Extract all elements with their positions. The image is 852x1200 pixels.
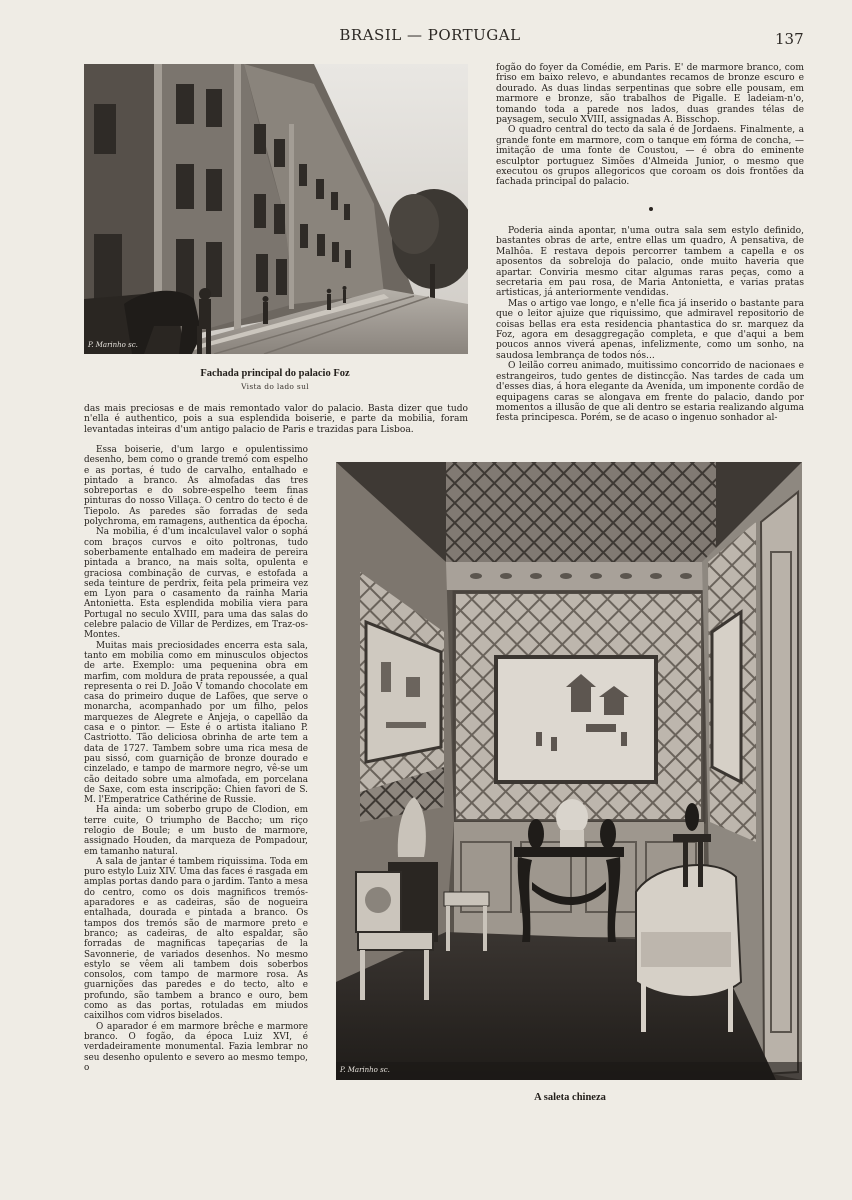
- paragraph: Ha ainda: um soberbo grupo de Clodion, em terre cuite, O triumpho de Baccho; um riço relogio de Boule; e um busto de marmore, assignado Houden, da marqueza de Pompadour, em tamanho natural.: [84, 805, 308, 857]
- facade-photo-credit: P. Marinho sc.: [88, 341, 138, 349]
- text-column-left-continuation: [84, 404, 468, 435]
- text-column-right-top: [496, 63, 804, 188]
- paragraph: das mais preciosas e de mais remontado valor do palacio. Basta dizer que tudo n'ella é authentico, pois a sua esplendida boiserie, e parte da mobilia, foram levantadas inteiras d'um antigo palacio de Paris e trazidas para Lisboa.: [84, 404, 468, 435]
- saleta-photo-credit: P. Marinho sc.: [340, 1066, 390, 1074]
- paragraph: Poderia ainda apontar, n'uma outra sala sem estylo definido, bastantes obras de arte, entre ellas um quadro, A pensativa, de Malhôa. E restava depois percorrer tambem a capella e os aposentos da sobreloja do palacio, onde muito haveria que apartar. Conviria mesmo citar algumas raras peças, como a secretaria em pau rosa, de Maria Antonietta, e varias pratas artisticas, já anteriormente vendidas.: [496, 226, 804, 299]
- paragraph: Na mobilia, é d'um incalculavel valor o sophá com braços curvos e oito poltronas, tudo soberbamente entalhado em madeira de pereira pintada a branco, na mais solta, opulenta e graciosa combinação de curvas, e estofada a seda teinture de perdrix, feita pela primeira vez em Lyon para o casamento da rainha Maria Antonietta. Esta esplendida mobilia viera para Portugal no seculo XVIII, para uma das salas do celebre palacio de Villar de Perdizes, em Traz-os-Montes.: [84, 527, 308, 641]
- paragraph: O quadro central do tecto da sala é de Jordaens. Finalmente, a grande fonte em marmore, com o tanque em fórma de concha, — imitação de uma fonte de Coustou, — é obra do eminente esculptor portuguez Simões d'Almeida Junior, o mesmo que executou os grupos allegoricos que coroam os dois frontões da fachada principal do palacio.: [496, 125, 804, 188]
- running-title: BRASIL — PORTUGAL: [339, 26, 521, 44]
- text-column-right-mid: [496, 226, 804, 424]
- paragraph: Essa boiserie, d'um largo e opulentissimo desenho, bem como o grande tremó com espelho e as portas, é tudo de carvalho, entalhado e pintado a branco. As almofadas das tres sobreportas e do sobre-espelho teem finas pinturas do nosso Villaça. O centro do tecto é de Tiepolo. As paredes são forradas de seda polychroma, em ramagens, authentica da épocha.: [84, 445, 308, 528]
- saleta-chineza-photo: [336, 462, 802, 1080]
- saleta-caption-title: A saleta chineza: [534, 1092, 606, 1103]
- paragraph: A sala de jantar é tambem riquissima. Toda em puro estylo Luiz XIV. Uma das faces é rasgada em amplas portas dando para o jardim. Tanto a mesa do centro, como os dois magnificos tremós-aparadores e as cadeiras, são de nogueira entalhada, dourada e pintada a branco. Os tampos dos tremós são de marmore preto e branco; as cadeiras, de alto espaldar, são forradas de magnificas tapeçarias de la Savonnerie, de variados desenhos. No mesmo estylo se vêem ali tambem dois soberbos consolos, com tampo de marmore rosa. As guarnições das paredes e do tecto, alto e profundo, são tambem a branco e ouro, bem como as das portas, rotuladas em miudos caixilhos com vidros biselados.: [84, 856, 308, 1022]
- page-number: 137: [775, 30, 804, 48]
- facade-caption-title: Fachada principal do palacio Foz: [200, 368, 350, 379]
- text-column-left-narrow: [84, 445, 308, 1073]
- facade-caption-subtitle: Vista do lado sul: [241, 382, 309, 391]
- facade-photo: [84, 64, 468, 354]
- paragraph: Mas o artigo vae longo, e n'elle fica já inserido o bastante para que o leitor ajuize que riquissimo, que admiravel repositorio de coisas bellas era esta residencia phantastica do sr. marquez da Foz, agora em desaggregação completa, e que d'aqui a bem poucos annos viverá apenas, infelizmente, como um sonho, na saudosa lembrança de todos nós...: [496, 298, 804, 361]
- paragraph: O aparador é em marmore brêche e marmore branco. O fogão, da época Luiz XVI, é verdadeiramente monumental. Fazia lembrar no seu desenho opulento e severo ao mesmo tempo, o: [84, 1021, 308, 1073]
- section-separator-dot: [649, 207, 653, 211]
- paragraph: Muitas mais preciosidades encerra esta sala, tanto em mobilia como em minusculos objectos de arte. Exemplo: uma pequenina obra em marfim, com moldura de prata repoussée, a qual representa o rei D. João V tomando chocolate em casa do primeiro duque de Lafões, que serve o monarcha, acompanhado por um filho, pelos marquezes de Alegrete e Anjeja, o capellão da casa e o pintor. — Este é o artista italiano P. Castriotto. Tão deliciosa obrinha de arte tem a data de 1727. Tambem sobre uma rica mesa de pau sissó, com guarnição de bronze dourado e cinzelado, e tampo de marmore negro, vê-se um cão deitado sobre uma almofada, em porcelana de Saxe, com esta inscripção: Chien favori de S. M. l'Emperatrice Cathérine de Russie.: [84, 640, 308, 806]
- paragraph: fogão do foyer da Comédie, em Paris. E' de marmore branco, com friso em baixo relevo, e abundantes recamos de bronze escuro e dourado. As duas lindas serpentinas que sobre elle pousam, em marmore e bronze, são trabalhos de Pigalle. E ladeiam-n'o, tomando toda a parede nos lados, duas grandes télas de paysagem, seculo XVIII, assignadas A. Bisschop.: [496, 63, 804, 126]
- paragraph: O leilão correu animado, muitissimo concorrido de nacionaes e estrangeiros, tudo gentes de distincção. Nas tardes de cada um d'esses dias, á hora elegante da Avenida, um imponente cordão de equipagens caras se alongava em frente do palacio, dando por momentos a illusão de que ali dentro se estaria realizando alguma festa principesca. Porém, se de acaso o ingenuo sonhador al-: [496, 361, 804, 424]
